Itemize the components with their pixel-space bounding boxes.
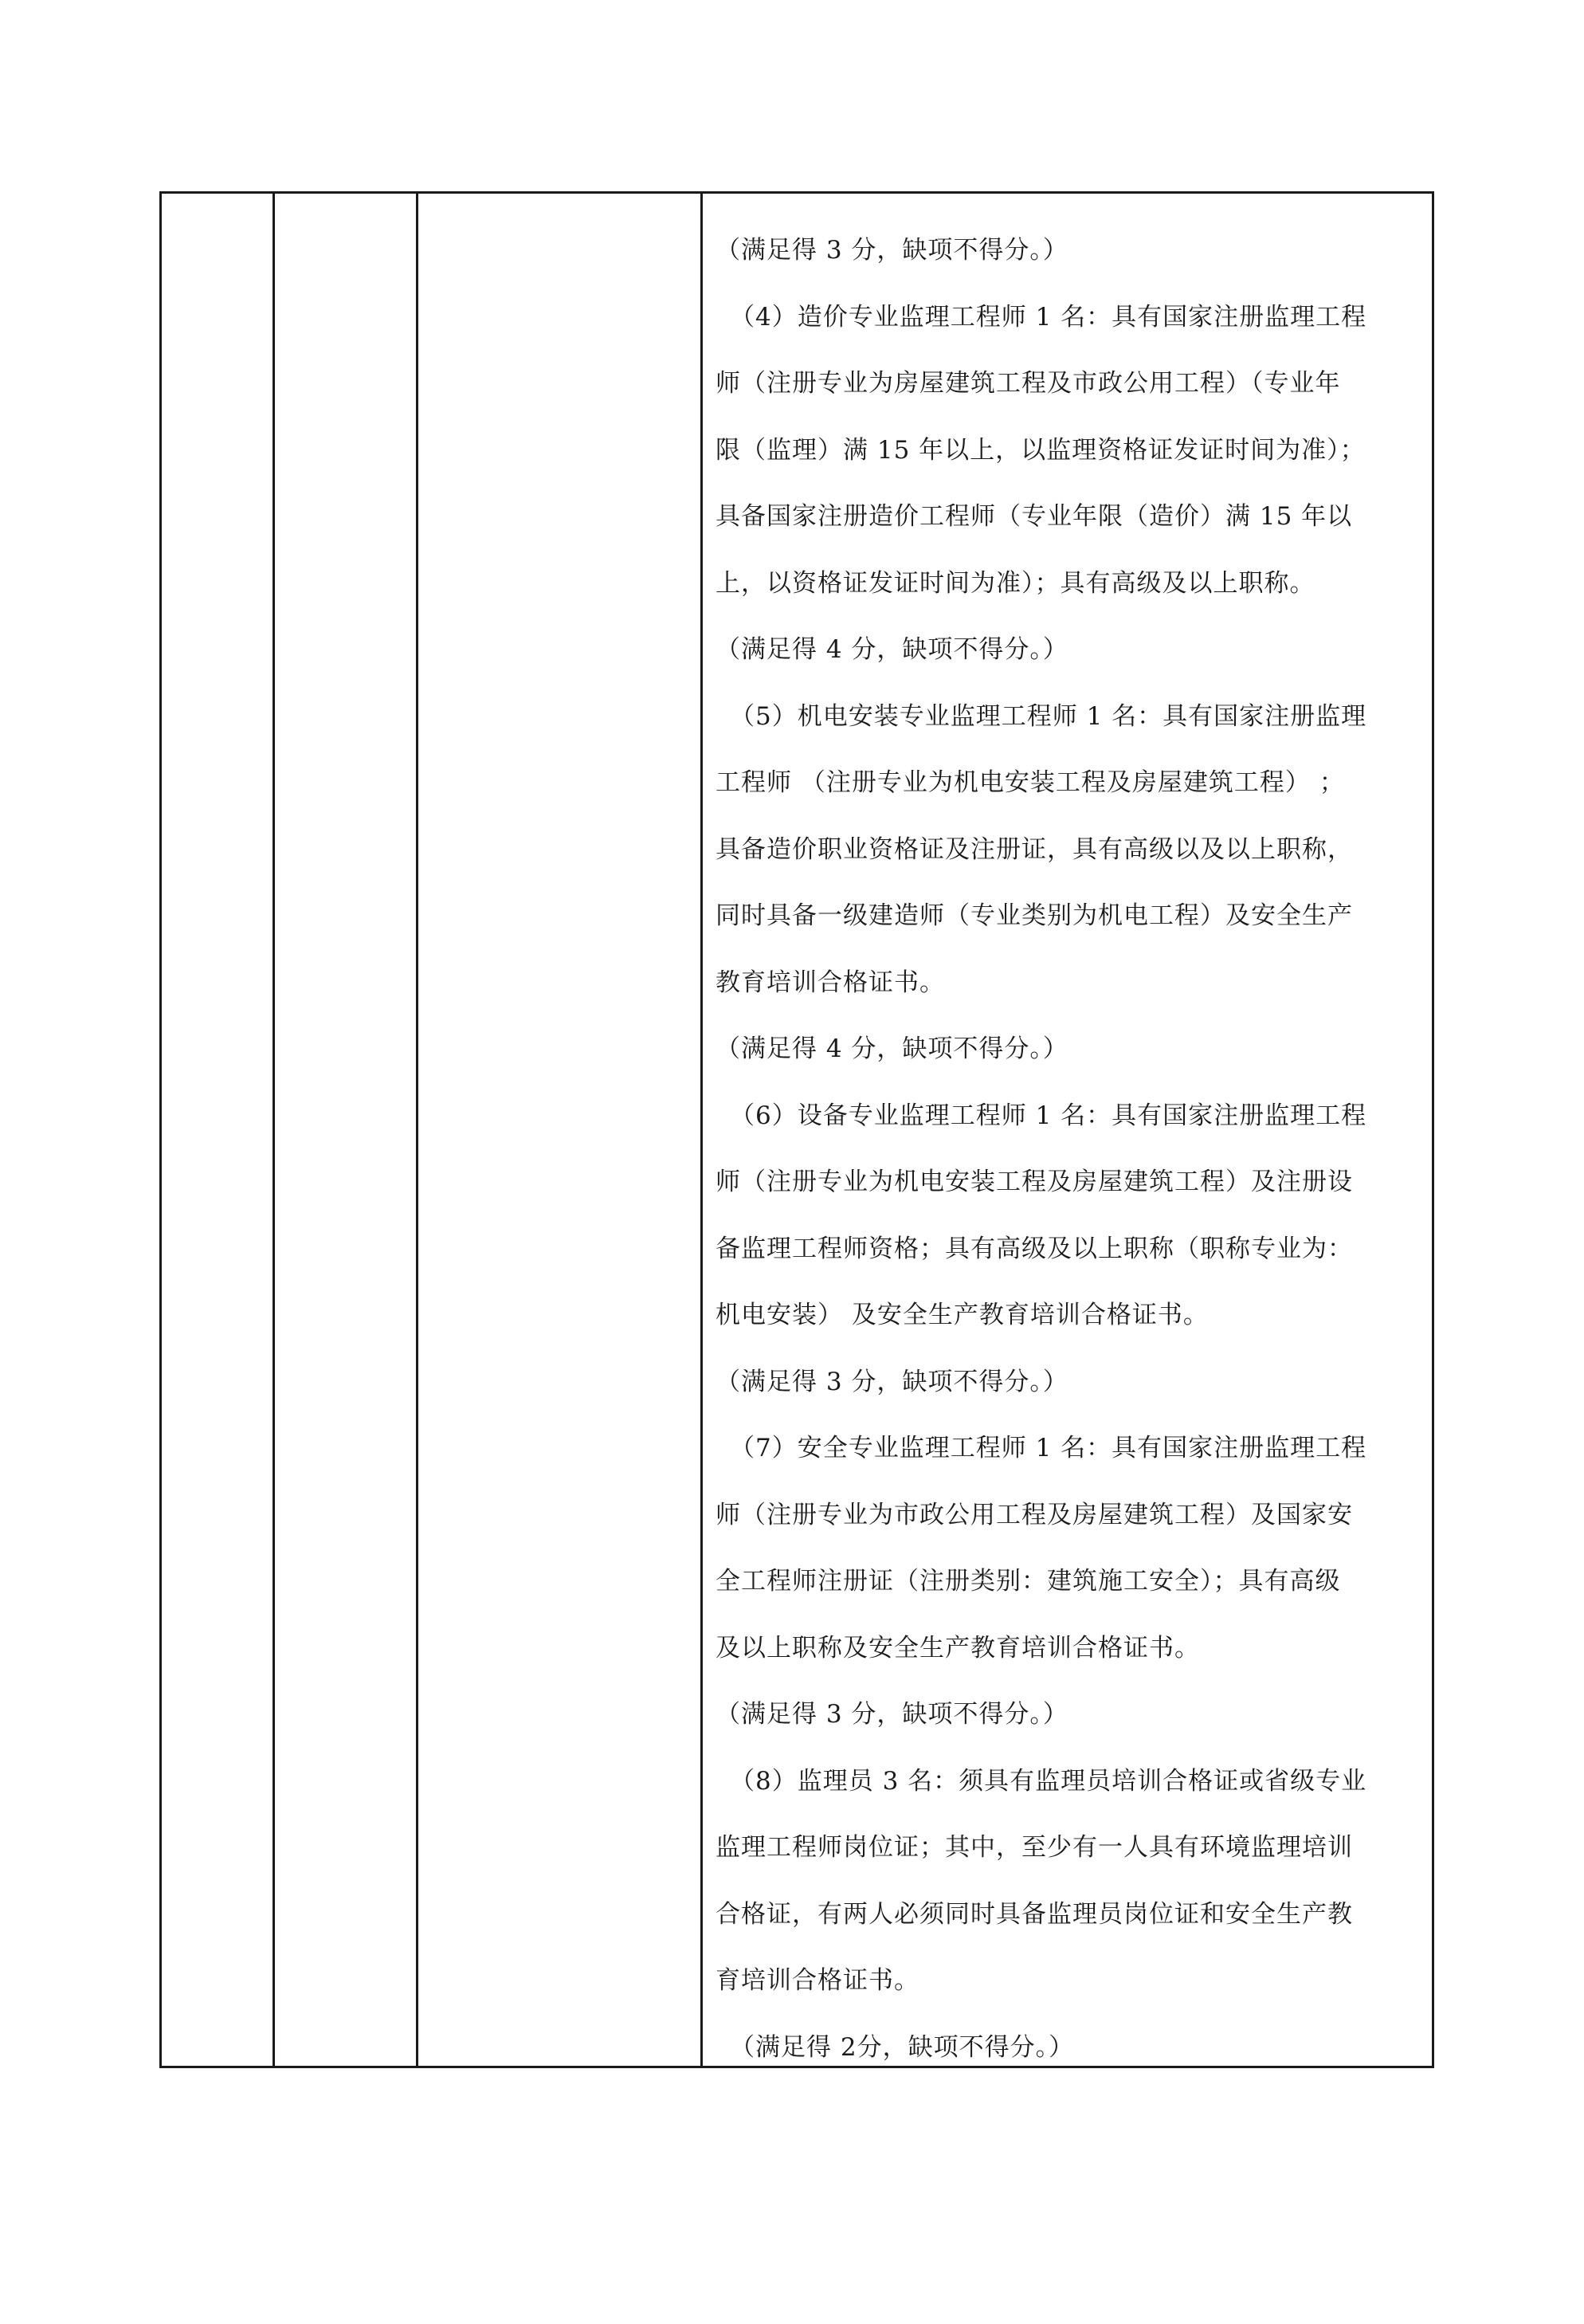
requirement-line: （满足得 2分，缺项不得分。）	[730, 2032, 1075, 2062]
requirement-line: （4）造价专业监理工程师 1 名：具有国家注册监理工程	[730, 302, 1367, 332]
table-column-3	[418, 194, 703, 2066]
requirement-line: （满足得 3 分，缺项不得分。）	[716, 236, 1068, 265]
requirement-line: 具备国家注册造价工程师（专业年限（造价）满 15 年以	[716, 502, 1353, 531]
scoring-table	[159, 191, 1434, 2068]
requirement-line: （7）安全专业监理工程师 1 名：具有国家注册监理工程	[730, 1434, 1367, 1462]
requirement-line: 师（注册专业为房屋建筑工程及市政公用工程）（专业年	[716, 369, 1341, 398]
requirement-line: 机电安装） 及安全生产教育培训合格证书。	[716, 1301, 1209, 1329]
requirement-line: 育培训合格证书。	[716, 1966, 919, 1995]
requirement-line: （5）机电安装专业监理工程师 1 名：具有国家注册监理	[730, 701, 1367, 731]
requirement-line: 具备造价职业资格证及注册证，具有高级以及以上职称，	[716, 834, 1353, 864]
requirement-line: （满足得 3 分，缺项不得分。）	[716, 1367, 1068, 1396]
requirement-line: 监理工程师岗位证；其中，至少有一人具有环境监理培训	[716, 1833, 1353, 1862]
requirement-line: （6）设备专业监理工程师 1 名：具有国家注册监理工程	[730, 1101, 1367, 1130]
requirement-line: 上，以资格证发证时间为准）；具有高级及以上职称。	[716, 568, 1315, 598]
requirement-line: （8）监理员 3 名：须具有监理员培训合格证或省级专业	[730, 1766, 1367, 1796]
requirement-line: （满足得 3 分，缺项不得分。）	[716, 1700, 1068, 1729]
requirement-line: 师（注册专业为市政公用工程及房屋建筑工程）及国家安	[716, 1500, 1353, 1529]
requirement-line: 合格证，有两人必须同时具备监理员岗位证和安全生产教	[716, 1899, 1353, 1929]
requirement-line: 限（监理）满 15 年以上，以监理资格证发证时间为准）；	[716, 435, 1366, 465]
requirement-line: 同时具备一级建造师（专业类别为机电工程）及安全生产	[716, 901, 1353, 930]
requirement-line: 教育培训合格证书。	[716, 968, 945, 997]
table-column-2	[275, 194, 418, 2066]
requirement-line: 备监理工程师资格；具有高级及以上职称（职称专业为：	[716, 1234, 1353, 1263]
requirement-line: 全工程师注册证（注册类别：建筑施工安全）；具有高级	[716, 1567, 1341, 1596]
requirements-cell	[703, 194, 1432, 2066]
requirement-line: 工程师 （注册专业为机电安装工程及房屋建筑工程） ；	[716, 768, 1345, 797]
table-column-1	[162, 194, 275, 2066]
requirement-line: 及以上职称及安全生产教育培训合格证书。	[716, 1633, 1200, 1663]
requirement-line: （满足得 4 分，缺项不得分。）	[716, 1034, 1068, 1063]
requirement-line: 师（注册专业为机电安装工程及房屋建筑工程）及注册设	[716, 1168, 1353, 1196]
requirement-line: （满足得 4 分，缺项不得分。）	[716, 635, 1068, 664]
